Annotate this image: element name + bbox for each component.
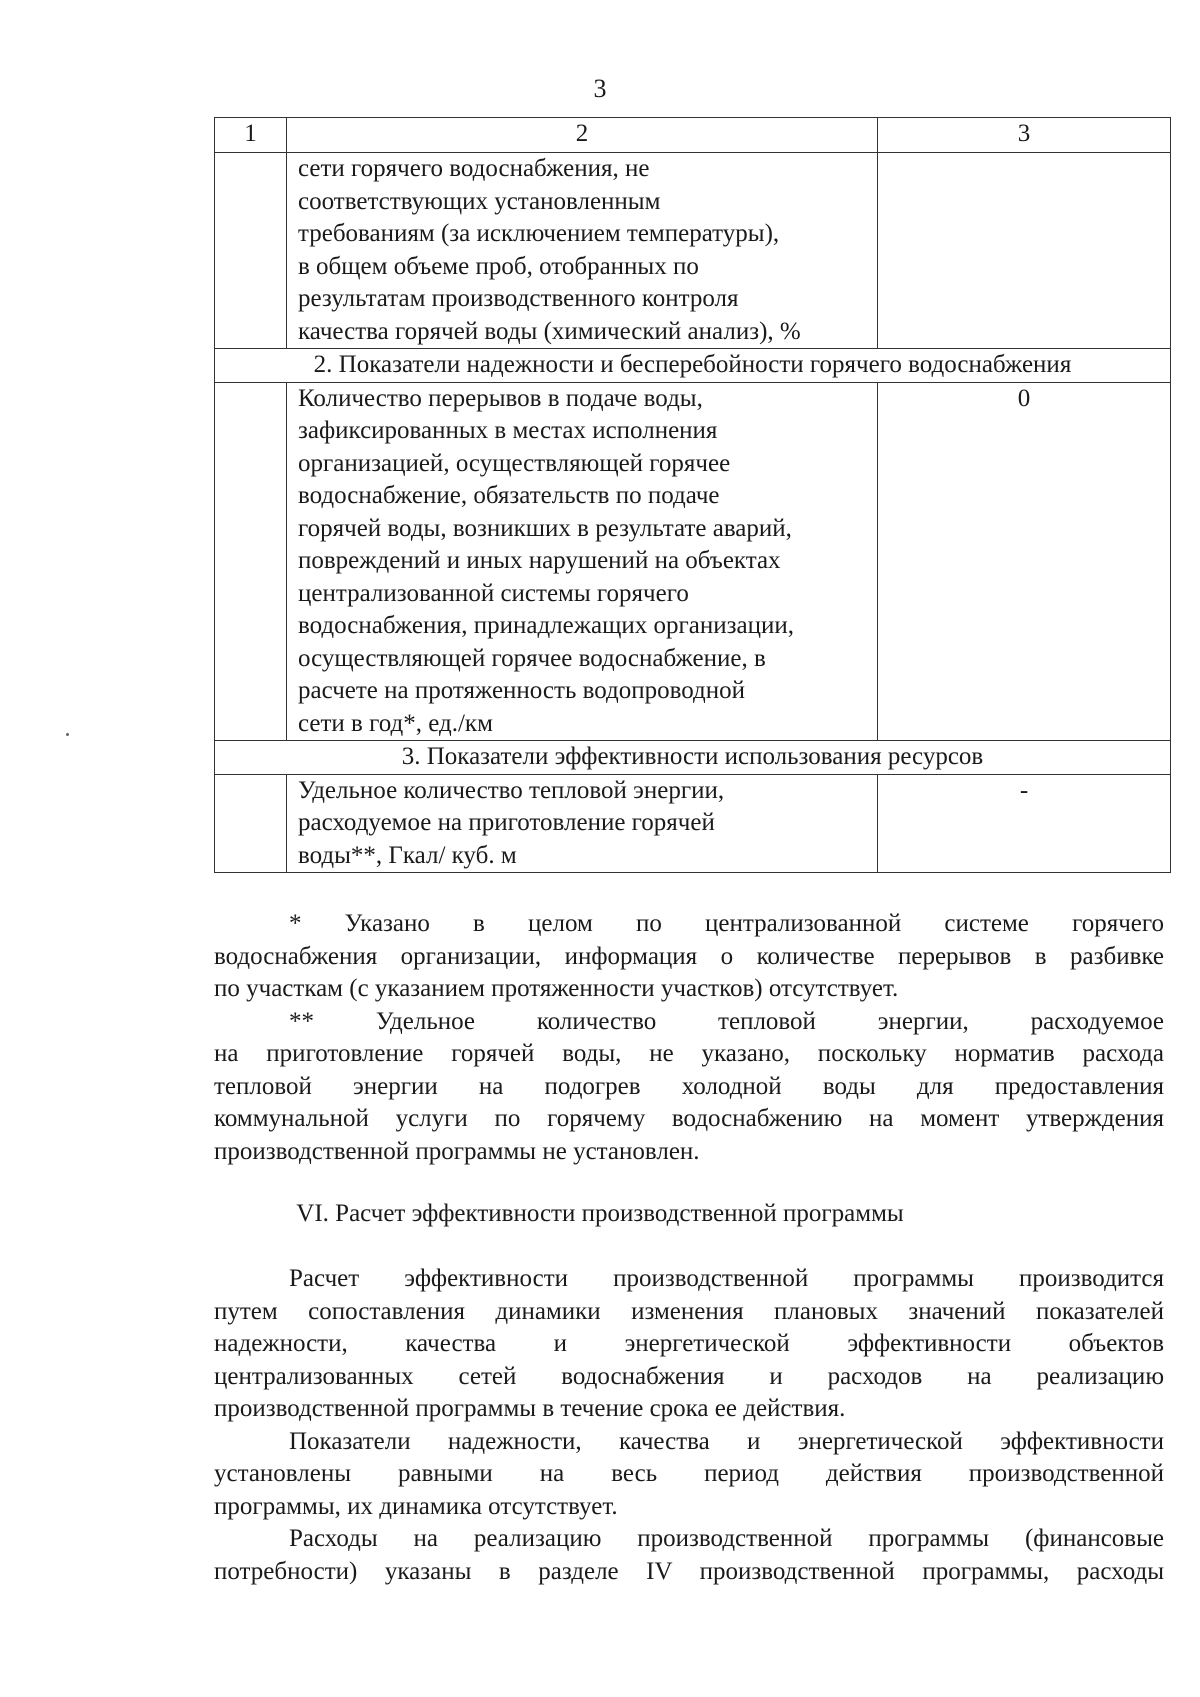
footnote-line: по участкам (с указанием протяженности участков) отсутствует. [214, 975, 899, 1002]
paragraph-line: программы, их динамика отсутствует. [214, 1492, 618, 1520]
section-title: 2. Показатели надежности и бесперебойности горячего водоснабжения [215, 349, 1171, 383]
paragraph-line: Показатели надежности, качества и энергетической эффективности [289, 1427, 1164, 1455]
description-line: организацией, осуществляющей горячее [298, 449, 731, 477]
header-cell-2: 2 [287, 118, 878, 153]
header-cell-3: 3 [878, 118, 1171, 153]
description-line: Удельное количество тепловой энергии, [298, 776, 725, 804]
description-line: зафиксированных в местах исполнения [298, 417, 718, 444]
description-line: повреждений и иных нарушений на объектах [298, 547, 781, 574]
description-line: горячей воды, возникших в результате аварий, [298, 514, 792, 542]
footnote-line: водоснабжения организации, информация о количестве перерывов в разбивке [214, 942, 1164, 970]
paragraph-line: установлены равными на весь период действия производственной [214, 1460, 1164, 1487]
row-description-cell [287, 153, 878, 349]
description-line: в общем объеме проб, отобранных по [298, 252, 699, 280]
table-row-reliability [215, 382, 1171, 741]
footnote-line: коммунальной услуги по горячему водоснабжению на момент утверждения [214, 1105, 1164, 1132]
footnote-line: ** Удельное количество тепловой энергии, расходуемое [289, 1007, 1164, 1035]
row-description-cell [287, 774, 878, 873]
paragraph-line: производственной программы в течение срока ее действия. [214, 1395, 846, 1422]
paragraph-line: Расходы на реализацию производственной программы (финансовые [289, 1525, 1164, 1552]
description-line: осуществляющей горячее водоснабжение, в [298, 644, 766, 672]
paragraph-line: надежности, качества и энергетической эффективности объектов [214, 1330, 1164, 1357]
table-row-efficiency [215, 774, 1171, 873]
row-number-cell [215, 382, 287, 741]
description-line: централизованной системы горячего [298, 579, 689, 607]
footnote-line: * Указано в целом по централизованной системе горячего [289, 910, 1164, 937]
row-description-cell [287, 382, 878, 741]
paragraph-3 [214, 1523, 1164, 1588]
description-line: водоснабжения, принадлежащих организации, [298, 612, 794, 639]
scan-speck [66, 733, 69, 736]
description-line: результатам производственного контроля [298, 285, 739, 312]
paragraph-line: централизованных сетей водоснабжения и расходов на реализацию [214, 1362, 1164, 1390]
row-value-cell: 0 [878, 382, 1171, 741]
header-cell-1: 1 [215, 118, 287, 153]
paragraph-line: путем сопоставления динамики изменения плановых значений показателей [214, 1297, 1164, 1325]
footnote-1 [214, 908, 1164, 1006]
description-line: воды**, Гкал/ куб. м [298, 841, 517, 869]
description-line: качества горячей воды (химический анализ), % [298, 317, 801, 345]
footnote-line: производственной программы не установлен. [214, 1137, 700, 1165]
section-heading: VI. Расчет эффективности производственной программы [296, 1200, 904, 1227]
footnote-2 [214, 1006, 1164, 1169]
indicators-table [214, 117, 1171, 873]
section-title: 3. Показатели эффективности использования ресурсов [215, 741, 1171, 775]
description-line: водоснабжение, обязательств по подаче [298, 482, 720, 509]
paragraph-line: Расчет эффективности производственной программы производится [289, 1265, 1164, 1292]
row-value-cell [878, 153, 1171, 349]
footnotes [214, 908, 1164, 1168]
table-header-row [215, 118, 1171, 153]
section-row-efficiency [215, 741, 1171, 775]
section-body [214, 1263, 1164, 1588]
paragraph-1 [214, 1263, 1164, 1426]
footnote-line: тепловой энергии на подогрев холодной воды для предоставления [214, 1072, 1164, 1100]
row-value-cell: - [878, 774, 1171, 873]
row-number-cell [215, 153, 287, 349]
description-line: Количество перерывов в подаче воды, [298, 384, 703, 412]
description-line: соответствующих установленным [298, 187, 661, 215]
footnote-line: на приготовление горячей воды, не указано, поскольку норматив расхода [214, 1040, 1164, 1067]
description-line: сети в год*, ед./км [298, 709, 493, 737]
description-line: требованиям (за исключением температуры), [298, 220, 780, 247]
description-line: сети горячего водоснабжения, не [298, 155, 650, 182]
description-line: расчете на протяженность водопроводной [298, 677, 745, 704]
row-number-cell [215, 774, 287, 873]
page-number: 3 [593, 74, 607, 103]
paragraph-2 [214, 1426, 1164, 1524]
table-row-continued [215, 153, 1171, 349]
section-row-reliability [215, 349, 1171, 383]
description-line: расходуемое на приготовление горячей [298, 809, 715, 836]
paragraph-line: потребности) указаны в разделе IV производственной программы, расходы [214, 1557, 1164, 1585]
